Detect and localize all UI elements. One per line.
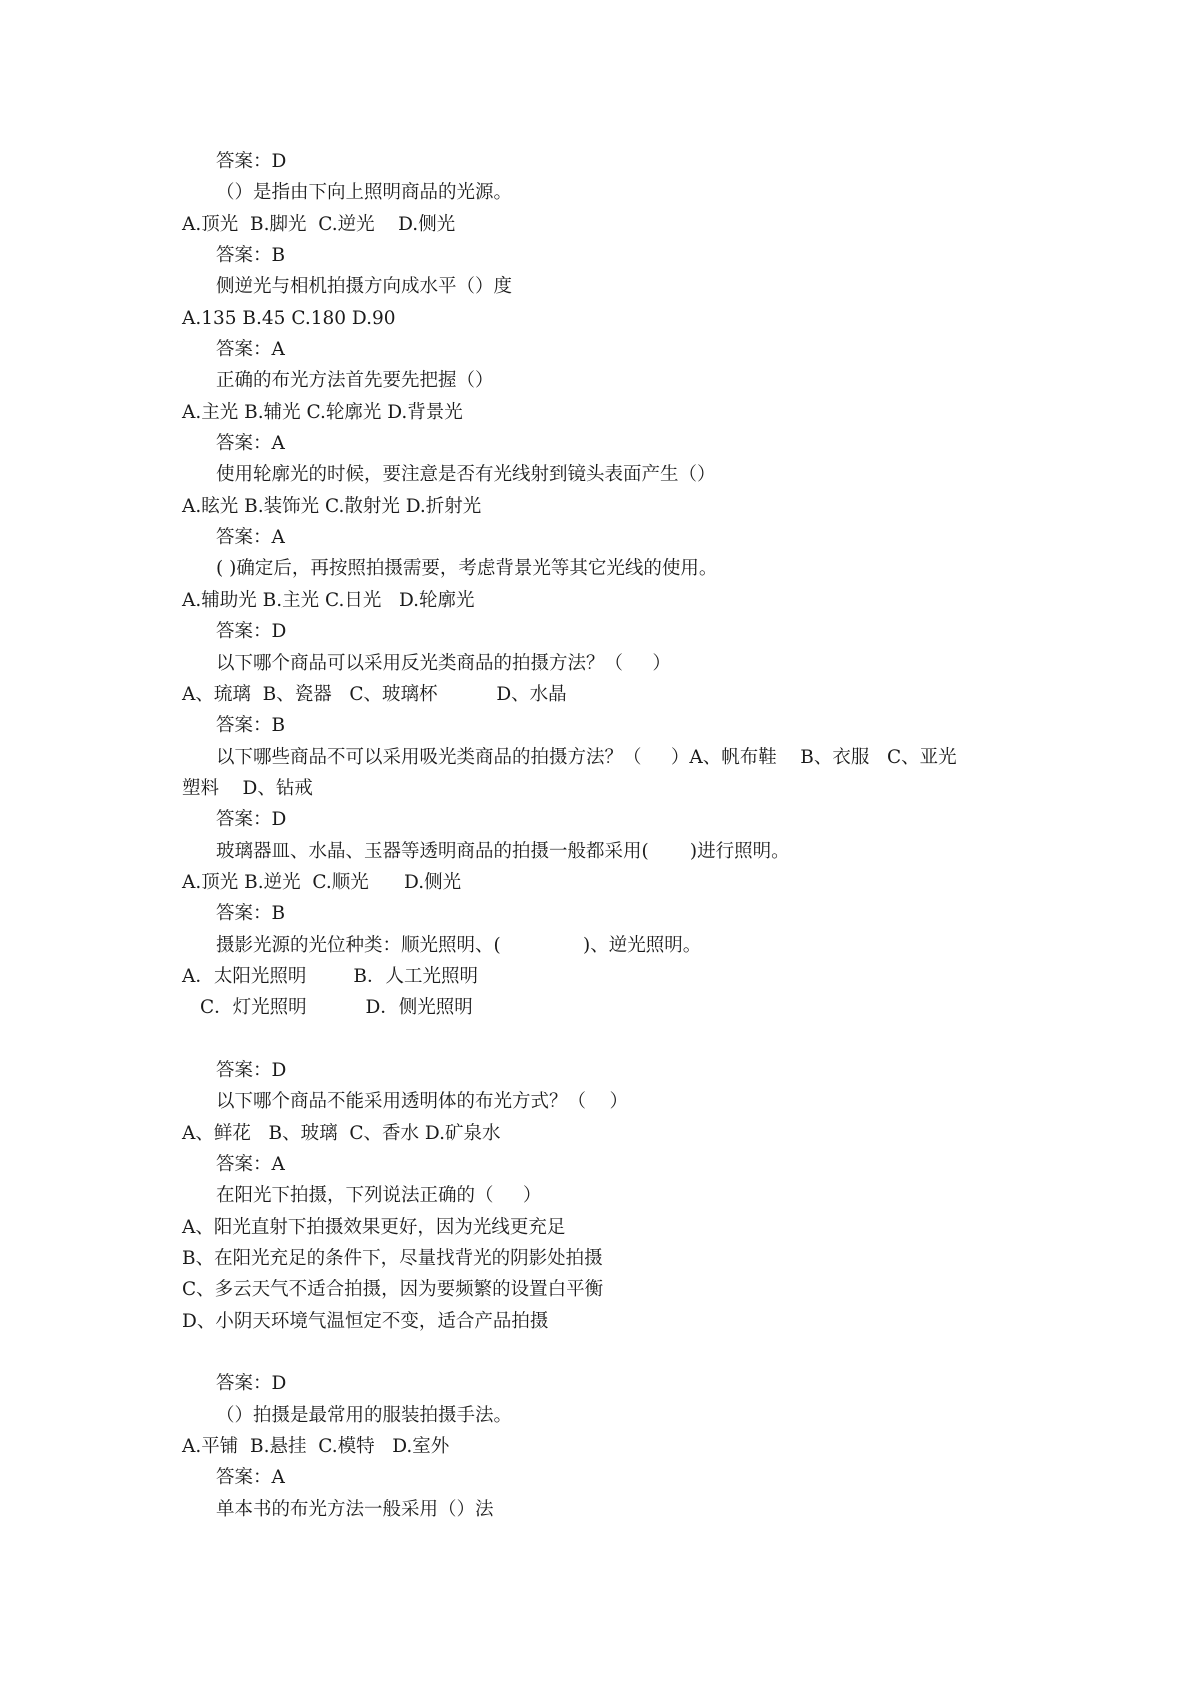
- question-line: 在阳光下拍摄，下列说法正确的（ ）: [216, 1185, 542, 1207]
- question-line: （）是指由下向上照明商品的光源。: [216, 182, 513, 204]
- options-line: A.辅助光 B.主光 C.日光 D.轮廓光: [182, 589, 475, 611]
- answer-line: 答案：D: [216, 809, 287, 831]
- answer-line: 答案：D: [216, 621, 287, 643]
- question-line: 以下哪些商品不可以采用吸光类商品的拍摄方法？（ ）A、帆布鞋 B、衣服 C、亚光: [216, 746, 957, 768]
- blank-line: [182, 1024, 1022, 1055]
- question-continuation-line: 塑料 D、钻戒: [182, 777, 313, 799]
- question-line: 以下哪个商品不能采用透明体的布光方式？（ ）: [216, 1091, 629, 1113]
- answer-line: 答案：D: [216, 151, 287, 172]
- question-line: 摄影光源的光位种类：顺光照明、( )、逆光照明。: [216, 934, 702, 956]
- answer-line: 答案：B: [216, 245, 286, 267]
- options-line: A.平铺 B.悬挂 C.模特 D.室外: [182, 1436, 450, 1458]
- blank-line: [182, 1337, 1022, 1368]
- question-line: 正确的布光方法首先要先把握（）: [216, 370, 494, 392]
- question-line: 侧逆光与相机拍摄方向成水平（）度: [216, 276, 513, 298]
- answer-line: 答案：A: [216, 1467, 285, 1489]
- options-line: D、小阴天环境气温恒定不变，适合产品拍摄: [182, 1310, 549, 1332]
- answer-line: 答案：A: [216, 339, 285, 361]
- question-line: ( )确定后，再按照拍摄需要，考虑背景光等其它光线的使用。: [216, 558, 718, 580]
- options-line: A.135 B.45 C.180 D.90: [182, 307, 396, 329]
- options-line: C、多云天气不适合拍摄，因为要频繁的设置白平衡: [182, 1279, 604, 1301]
- options-line: A、琉璃 B、瓷器 C、玻璃杯 D、水晶: [182, 683, 567, 705]
- answer-line: 答案：A: [216, 1154, 285, 1175]
- question-line: 单本书的布光方法一般采用（）法: [216, 1498, 494, 1520]
- options-line: A、阳光直射下拍摄效果更好，因为光线更充足: [182, 1216, 566, 1238]
- answer-line: 答案：D: [216, 1059, 287, 1081]
- options-line: A.主光 B.辅光 C.轮廓光 D.背景光: [182, 401, 463, 423]
- answer-line: 答案：B: [216, 715, 286, 737]
- question-line: 玻璃器皿、水晶、玉器等透明商品的拍摄一般都采用( )进行照明。: [216, 840, 790, 862]
- options-line: A.顶光 B.脚光 C.逆光 D.侧光: [182, 213, 456, 235]
- document-body: [182, 146, 1022, 1525]
- answer-line: 答案：A: [216, 433, 285, 455]
- question-line: 以下哪个商品可以采用反光类商品的拍摄方法？（ ）: [216, 652, 671, 674]
- answer-line: 答案：A: [216, 527, 285, 549]
- options-line: A．太阳光照明 B．人工光照明: [182, 965, 479, 987]
- options-line: A、鲜花 B、玻璃 C、香水 D.矿泉水: [182, 1122, 501, 1144]
- answer-line: 答案：B: [216, 903, 286, 925]
- options-line: A.眩光 B.装饰光 C.散射光 D.折射光: [182, 495, 482, 517]
- options-line: C．灯光照明 D．侧光照明: [200, 997, 473, 1019]
- question-line: 使用轮廓光的时候，要注意是否有光线射到镜头表面产生（）: [216, 464, 716, 486]
- options-line: B、在阳光充足的条件下，尽量找背光的阴影处拍摄: [182, 1248, 603, 1270]
- question-line: （）拍摄是最常用的服装拍摄手法。: [216, 1404, 513, 1426]
- options-line: A.顶光 B.逆光 C.顺光 D.侧光: [182, 871, 462, 893]
- answer-line: 答案：D: [216, 1373, 287, 1395]
